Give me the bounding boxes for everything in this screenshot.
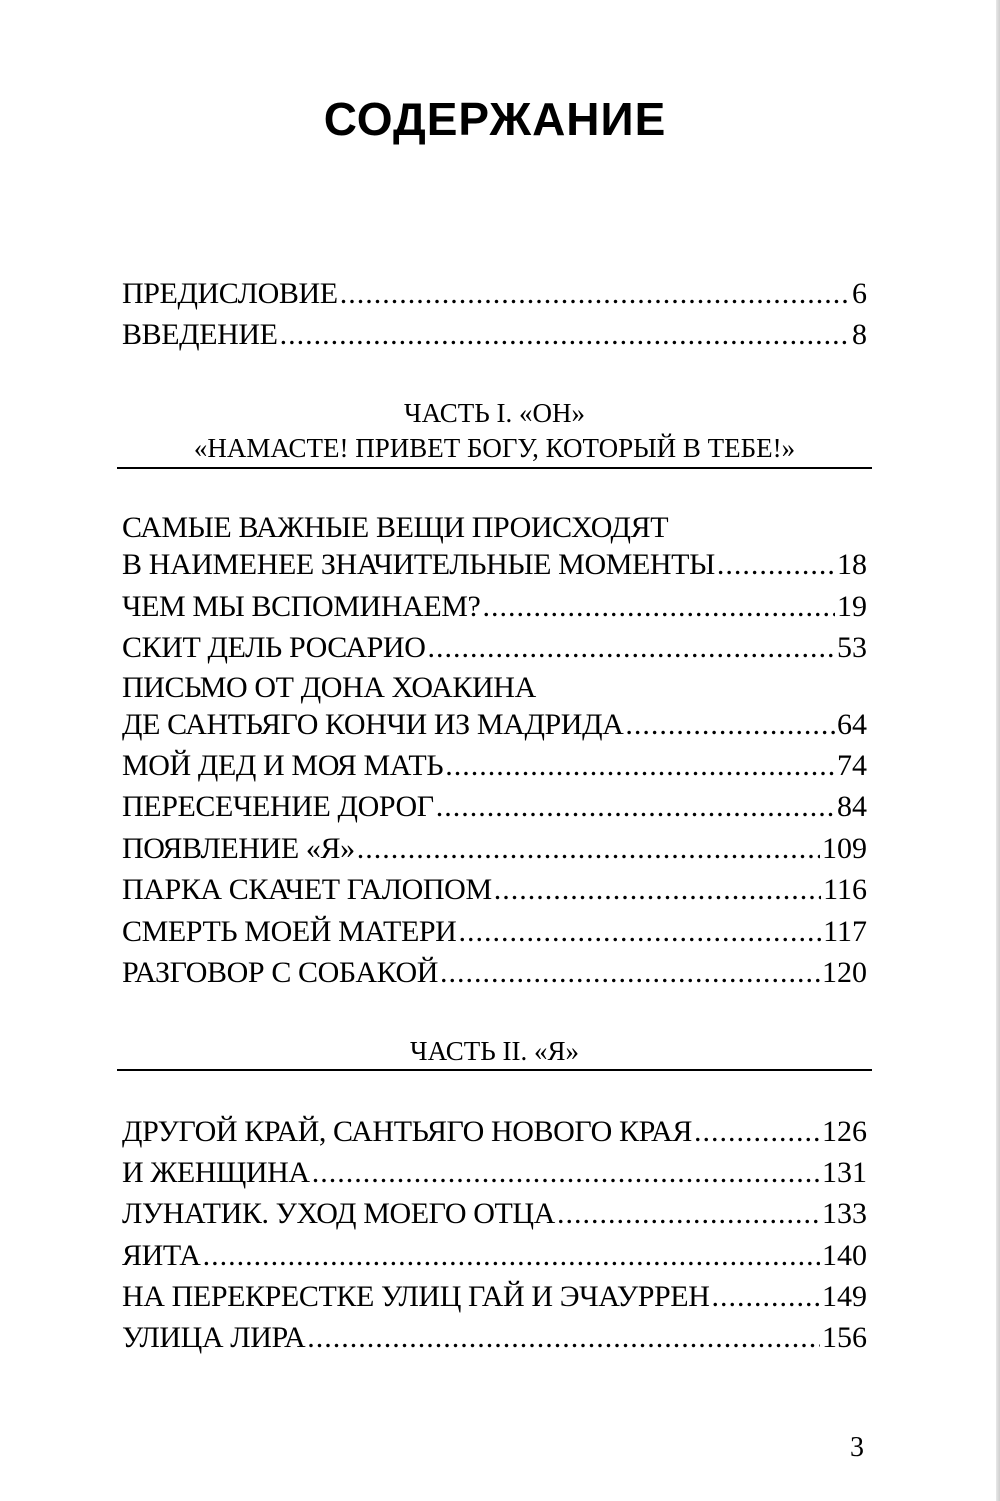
toc-entry-page: 8 <box>852 318 867 351</box>
toc-entry[interactable] <box>122 630 867 666</box>
toc-entry[interactable] <box>122 547 867 583</box>
toc-entry[interactable] <box>122 955 867 991</box>
part1-heading: ЧАСТЬ I. «ОН» <box>404 398 585 428</box>
toc-entry[interactable] <box>122 1155 867 1191</box>
leader-dots <box>445 748 835 784</box>
toc-entry-title: ДРУГОЙ КРАЙ, САНТЬЯГО НОВОГО КРАЯ <box>122 1115 692 1148</box>
toc-entry-title: ЛУНАТИК. УХОД МОЕГО ОТЦА <box>122 1197 555 1230</box>
toc-entry[interactable] <box>122 589 867 625</box>
toc-entry-introduction[interactable] <box>122 317 867 353</box>
toc-entry[interactable] <box>122 789 867 825</box>
toc-entry-title: В НАИМЕНЕЕ ЗНАЧИТЕЛЬНЫЕ МОМЕНТЫ <box>122 548 715 581</box>
leader-dots <box>557 1196 820 1232</box>
toc-entry[interactable] <box>122 748 867 784</box>
leader-dots <box>357 831 820 867</box>
toc-entry-page: 64 <box>837 708 867 741</box>
toc-entry[interactable] <box>122 707 867 743</box>
leader-dots <box>494 872 821 908</box>
toc-entry-title: СМЕРТЬ МОЕЙ МАТЕРИ <box>122 915 457 948</box>
toc-entry-page: 74 <box>837 749 867 782</box>
toc-entry-title: И ЖЕНЩИНА <box>122 1156 310 1189</box>
page-edge <box>996 0 1000 1501</box>
leader-dots <box>312 1155 820 1191</box>
part2-heading: ЧАСТЬ II. «Я» <box>410 1036 579 1066</box>
toc-entry-title: ПРЕДИСЛОВИЕ <box>122 277 338 310</box>
toc-entry[interactable] <box>122 1238 867 1274</box>
toc-entry-title: ПАРКА СКАЧЕТ ГАЛОПОМ <box>122 873 492 906</box>
toc-entry-page: 19 <box>837 590 867 623</box>
leader-dots <box>458 914 821 950</box>
toc-entry[interactable] <box>122 1279 867 1315</box>
leader-dots <box>694 1114 820 1150</box>
toc-entry-page: 156 <box>822 1321 867 1354</box>
toc-entry[interactable] <box>122 1320 867 1356</box>
leader-dots <box>280 317 850 353</box>
toc-entry-title: МОЙ ДЕД И МОЯ МАТЬ <box>122 749 444 782</box>
toc-entry-page: 117 <box>823 915 867 948</box>
leader-dots <box>340 276 850 312</box>
leader-dots <box>203 1238 820 1274</box>
toc-entry-title: ЧЕМ МЫ ВСПОМИНАЕМ? <box>122 590 481 623</box>
page-title: СОДЕРЖАНИЕ <box>323 93 667 145</box>
toc-entry-title: СКИТ ДЕЛЬ РОСАРИО <box>122 631 426 664</box>
leader-dots <box>625 707 835 743</box>
toc-entry-title: ВВЕДЕНИЕ <box>122 318 278 351</box>
toc-entry-title: ПОЯВЛЕНИЕ «Я» <box>122 832 355 865</box>
toc-entry-page: 149 <box>822 1280 867 1313</box>
toc-entry-page: 133 <box>822 1197 867 1230</box>
toc-entry-title: НА ПЕРЕКРЕСТКЕ УЛИЦ ГАЙ И ЭЧАУРРЕН <box>122 1280 710 1313</box>
toc-entry-page: 126 <box>822 1115 867 1148</box>
toc-entry-page: 120 <box>822 956 867 989</box>
leader-dots <box>427 630 835 666</box>
toc-entry[interactable] <box>122 872 867 908</box>
toc-entry-title: ЯИТА <box>122 1239 201 1272</box>
toc-entry-title: УЛИЦА ЛИРА <box>122 1321 306 1354</box>
toc-entry[interactable] <box>122 914 867 950</box>
toc-entry-title: ДЕ САНТЬЯГО КОНЧИ ИЗ МАДРИДА <box>122 708 624 741</box>
toc-entry-page: 140 <box>822 1239 867 1272</box>
toc-entry[interactable] <box>122 1196 867 1232</box>
leader-dots <box>307 1320 820 1356</box>
toc-entry-page: 116 <box>823 873 867 906</box>
toc-entry-title: РАЗГОВОР С СОБАКОЙ <box>122 956 438 989</box>
leader-dots <box>436 789 835 825</box>
toc-entry[interactable] <box>122 831 867 867</box>
toc-entry-line1: ПИСЬМО ОТ ДОНА ХОАКИНА <box>122 671 536 704</box>
leader-dots <box>440 955 820 991</box>
toc-entry-line1: САМЫЕ ВАЖНЫЕ ВЕЩИ ПРОИСХОДЯТ <box>122 511 669 544</box>
toc-entry-page: 18 <box>837 548 867 581</box>
part1-subheading: «НАМАСТЕ! ПРИВЕТ БОГУ, КОТОРЫЙ В ТЕБЕ!» <box>193 433 796 463</box>
leader-dots <box>717 547 835 583</box>
toc-entry-title: ПЕРЕСЕЧЕНИЕ ДОРОГ <box>122 790 434 823</box>
toc-entry-foreword[interactable] <box>122 276 867 312</box>
toc-entry-page: 53 <box>837 631 867 664</box>
toc-entry[interactable] <box>122 1114 867 1150</box>
toc-entry-page: 131 <box>822 1156 867 1189</box>
part2-divider <box>117 1069 872 1071</box>
toc-entry-page: 6 <box>852 277 867 310</box>
leader-dots <box>482 589 835 625</box>
toc-entry-page: 84 <box>837 790 867 823</box>
part1-divider <box>117 467 872 469</box>
page-number: 3 <box>850 1432 864 1463</box>
leader-dots <box>711 1279 820 1315</box>
toc-entry-page: 109 <box>822 832 867 865</box>
